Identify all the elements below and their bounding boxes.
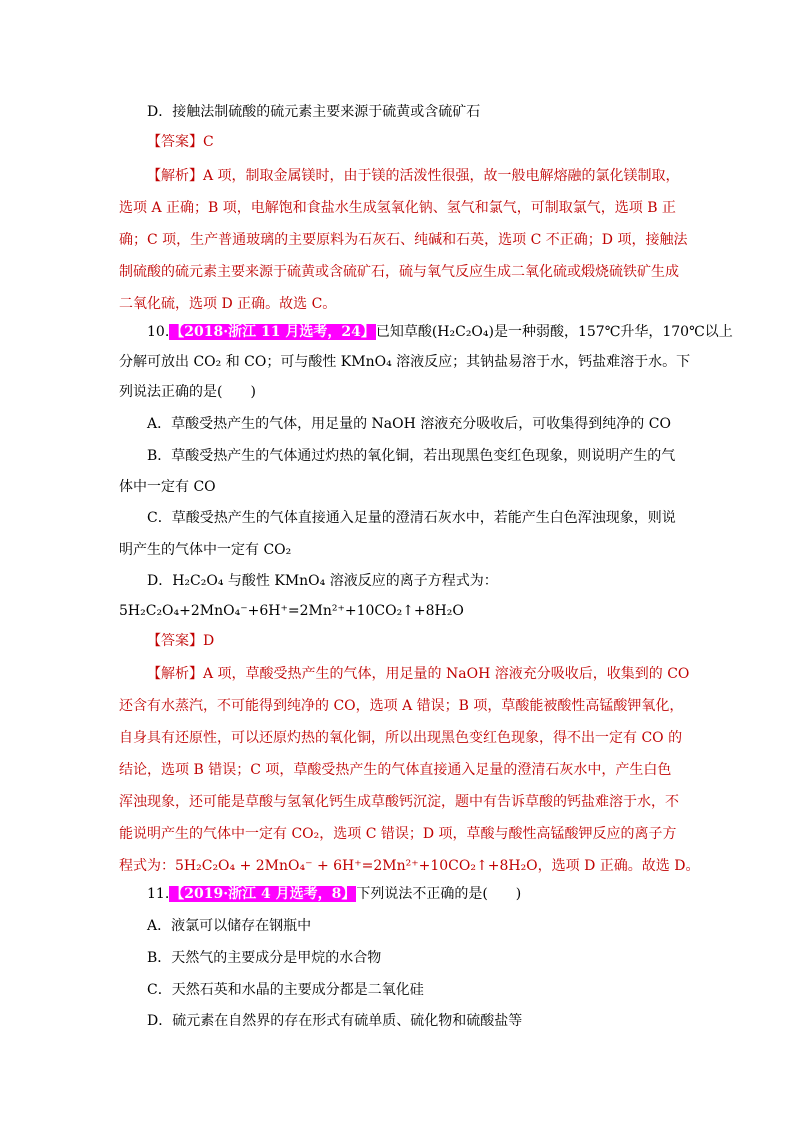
q11-source-tag: 【2019·浙江 4 月选考，8】 — [170, 886, 356, 902]
q10-option-d: D．H₂C₂O₄ 与酸性 KMnO₄ 溶液反应的离子方程式为： — [147, 573, 498, 589]
q9-analysis-line: 制硫酸的硫元素主要来源于硫黄或含硫矿石，硫与氧气反应生成二氧化硫或煅烧硫铁矿生成 — [119, 264, 679, 280]
q11-option-c: C．天然石英和水晶的主要成分都是二氧化硅 — [147, 982, 424, 998]
q11-option-d: D．硫元素在自然界的存在形式有硫单质、硫化物和硫酸盐等 — [147, 1013, 523, 1029]
q10-analysis-line: 自身具有还原性，可以还原灼热的氧化铜，所以出现黑色变红色现象，得不出一定有 CO 的 — [119, 730, 683, 746]
q10-source-tag: 【2018·浙江 11 月选考，24】 — [170, 324, 375, 340]
q9-option-d: D．接触法制硫酸的硫元素主要来源于硫黄或含硫矿石 — [147, 104, 481, 120]
q9-analysis-line: 【解析】A 项，制取金属镁时，由于镁的活泼性很强，故一般电解熔融的氯化镁制取， — [147, 168, 680, 184]
q10-analysis-line: 结论，选项 B 错误；C 项，草酸受热产生的气体直接通入足量的澄清石灰水中，产生白色 — [119, 762, 672, 778]
q11-option-b: B．天然气的主要成分是甲烷的水合物 — [147, 950, 382, 966]
q10-option-b-cont: 体中一定有 CO — [119, 479, 216, 495]
q10-stem-line: 已知草酸(H₂C₂O₄)是一种弱酸，157℃升华，170℃以上 — [375, 324, 733, 340]
q10-answer: 【答案】D — [147, 633, 215, 649]
q9-analysis-line: 确；C 项，生产普通玻璃的主要原料为石灰石、纯碱和石英，选项 C 不正确；D 项，接触法 — [119, 232, 688, 248]
q10-stem-line: 列说法正确的是( ) — [119, 384, 256, 400]
q11-stem: 下列说法不正确的是( ) — [356, 886, 522, 902]
q9-answer: 【答案】C — [147, 134, 214, 150]
q10-first-line — [0, 322, 794, 342]
q10-option-c: C．草酸受热产生的气体直接通入足量的澄清石灰水中，若能产生白色浑浊现象，则说 — [147, 510, 676, 526]
q10-analysis-line: 能说明产生的气体中一定有 CO₂，选项 C 错误；D 项，草酸与酸性高锰酸钾反应的离子方 — [119, 826, 677, 842]
q10-stem-line: 分解可放出 CO₂ 和 CO；可与酸性 KMnO₄ 溶液反应；其钠盐易溶于水，钙盐难溶于水。下 — [119, 354, 691, 370]
q10-option-d-equation: 5H₂C₂O₄+2MnO₄⁻+6H⁺=2Mn²⁺+10CO₂↑+8H₂O — [119, 603, 464, 619]
q10-analysis-line: 程式为：5H₂C₂O₄ + 2MnO₄⁻ + 6H⁺=2Mn²⁺+10CO₂↑+8H₂O，选项 D 正确。故选 D。 — [119, 858, 700, 874]
q9-analysis-line: 选项 A 正确；B 项，电解饱和食盐水生成氢氧化钠、氢气和氯气，可制取氯气，选项 B 正 — [119, 200, 676, 216]
q10-number: 10. — [147, 324, 170, 340]
q9-analysis-line: 二氧化硫，选项 D 正确。故选 C。 — [119, 296, 337, 312]
q11-number: 11. — [147, 886, 170, 902]
q11-first-line — [0, 884, 794, 904]
q10-analysis-line: 浑浊现象，还可能是草酸与氢氧化钙生成草酸钙沉淀，题中有告诉草酸的钙盐难溶于水，不 — [119, 794, 679, 810]
q10-option-c-cont: 明产生的气体中一定有 CO₂ — [119, 542, 292, 558]
q10-option-b: B．草酸受热产生的气体通过灼热的氧化铜，若出现黑色变红色现象，则说明产生的气 — [147, 448, 676, 464]
q11-option-a: A．液氯可以储存在钢瓶中 — [147, 918, 312, 934]
q10-option-a: A．草酸受热产生的气体，用足量的 NaOH 溶液充分吸收后，可收集得到纯净的 CO — [147, 416, 671, 432]
q10-analysis-line: 还含有水蒸汽，不可能得到纯净的 CO，选项 A 错误；B 项，草酸能被酸性高锰酸钾氧化， — [119, 698, 684, 714]
q10-analysis-line: 【解析】A 项，草酸受热产生的气体，用足量的 NaOH 溶液充分吸收后，收集到的 CO — [147, 666, 690, 682]
